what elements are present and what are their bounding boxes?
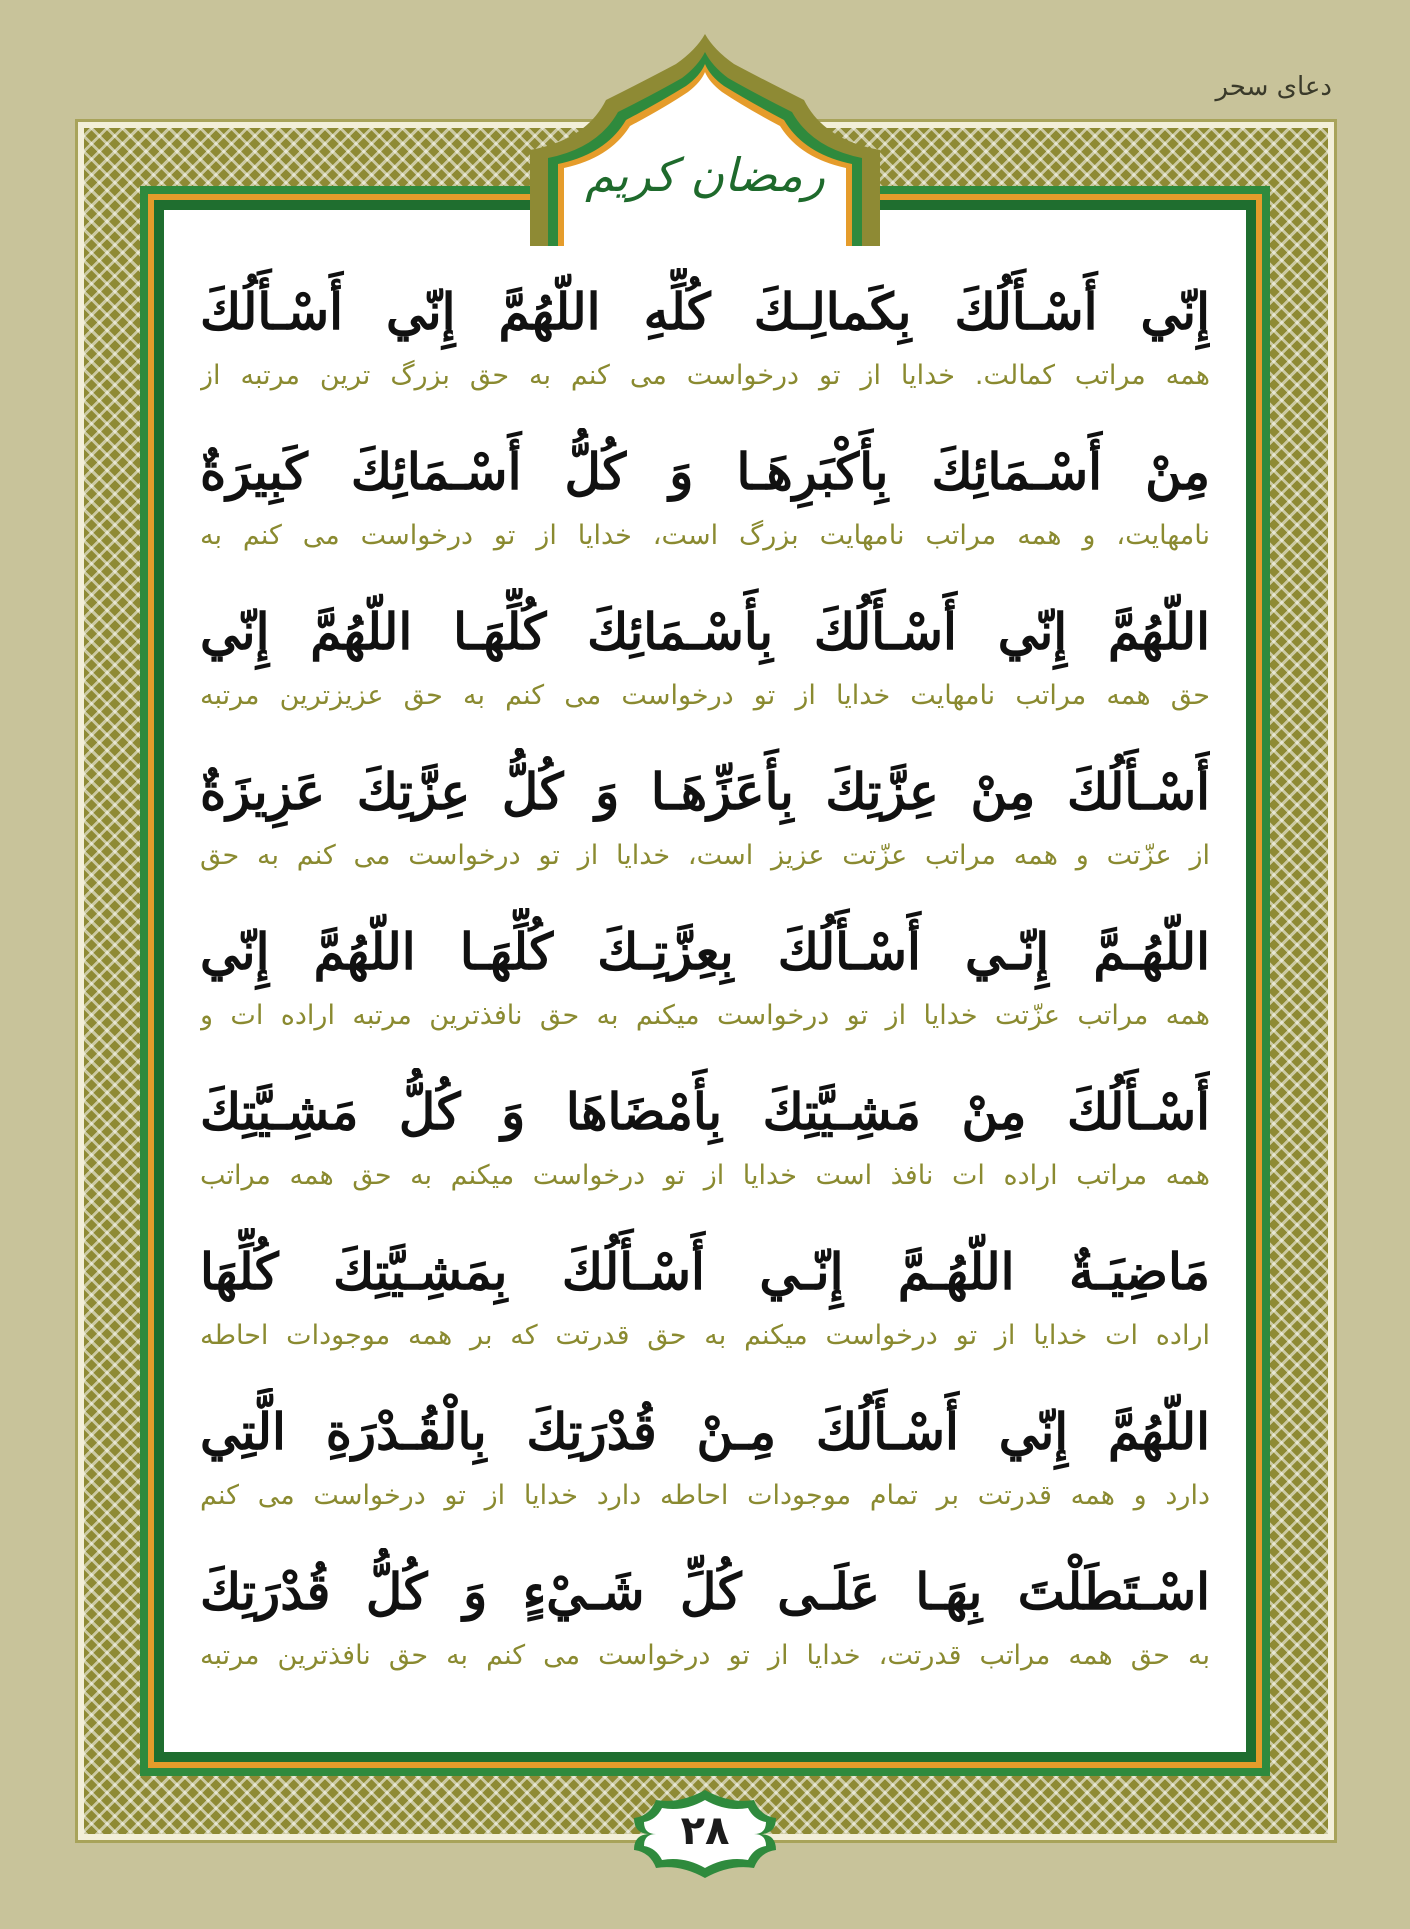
- arabic-line-5: اللّهُـمَّ إِنّـي أَسْـأَلُكَ بِعِزَّتِـكَ كُلِّهَـا اللّهُمَّ إِنّي: [200, 922, 1210, 981]
- arabic-line-9: اسْـتَطَلْتَ بِهَـا عَلَـى كُلِّ شَـيْءٍ وَ كُلُّ قُدْرَتِكَ: [200, 1562, 1210, 1621]
- section-title: دعای سحر: [1215, 72, 1332, 102]
- translation-line-3: حق همه مراتب نامهایت خدایا از تو درخواست می کنم به حق عزیزترین مرتبه: [200, 680, 1210, 711]
- translation-line-7: اراده ات خدایا از تو درخواست میکنم به حق قدرتت که بر همه موجودات احاطه: [200, 1320, 1210, 1351]
- arabic-line-6: أَسْـأَلُكَ مِنْ مَشِـيَّتِكَ بِأَمْضَاهَا وَ كُلُّ مَشِـيَّتِكَ: [200, 1082, 1210, 1141]
- prayer-text: [200, 268, 1210, 1708]
- arabic-line-7: مَاضِيَـةٌ اللّهُـمَّ إِنّـي أَسْـأَلُكَ بِمَشِـيَّتِكَ كُلِّهَا: [200, 1242, 1210, 1301]
- arabic-line-1: إِنّي أَسْـأَلُكَ بِكَمالِـكَ كُلِّهِ اللّهُمَّ إِنّي أَسْـأَلُكَ: [200, 282, 1210, 341]
- ramadan-kareem-logo: [576, 130, 834, 220]
- arabic-line-3: اللّهُمَّ إِنّي أَسْـأَلُكَ بِأَسْـمَائِكَ كُلِّهَـا اللّهُمَّ إِنّي: [200, 602, 1210, 661]
- translation-line-8: دارد و همه قدرتت بر تمام موجودات احاطه دارد خدایا از تو درخواست می کنم: [200, 1480, 1210, 1511]
- translation-line-2: نامهایت، و همه مراتب نامهایت بزرگ است، خدایا از تو درخواست می کنم به: [200, 520, 1210, 551]
- arabic-line-2: مِنْ أَسْـمَائِكَ بِأَكْبَرِهَـا وَ كُلُّ أَسْـمَائِكَ كَبِيرَةٌ: [200, 442, 1210, 501]
- translation-line-1: همه مراتب کمالت. خدایا از تو درخواست می کنم به حق بزرگ ترین مرتبه از: [200, 360, 1210, 391]
- translation-line-6: همه مراتب اراده ات نافذ است خدایا از تو درخواست میکنم به حق همه مراتب: [200, 1160, 1210, 1191]
- translation-line-5: همه مراتب عزّتت خدایا از تو درخواست میکنم به حق نافذترین مرتبه اراده ات و: [200, 1000, 1210, 1031]
- page-number: ۲۸: [680, 1808, 730, 1854]
- translation-line-9: به حق همه مراتب قدرتت، خدایا از تو درخواست می کنم به حق نافذترین مرتبه: [200, 1640, 1210, 1671]
- translation-line-4: از عزّتت و همه مراتب عزّتت عزیز است، خدایا از تو درخواست می کنم به حق: [200, 840, 1210, 871]
- arabic-line-4: أَسْـأَلُكَ مِنْ عِزَّتِكَ بِأَعَزِّهَـا وَ كُلُّ عِزَّتِكَ عَزِيزَةٌ: [200, 762, 1210, 821]
- logo-text: رمضان کریم: [585, 148, 825, 202]
- arabic-line-8: اللّهُمَّ إِنّي أَسْـأَلُكَ مِـنْ قُدْرَتِكَ بِالْقُـدْرَةِ الَّتِي: [200, 1402, 1210, 1461]
